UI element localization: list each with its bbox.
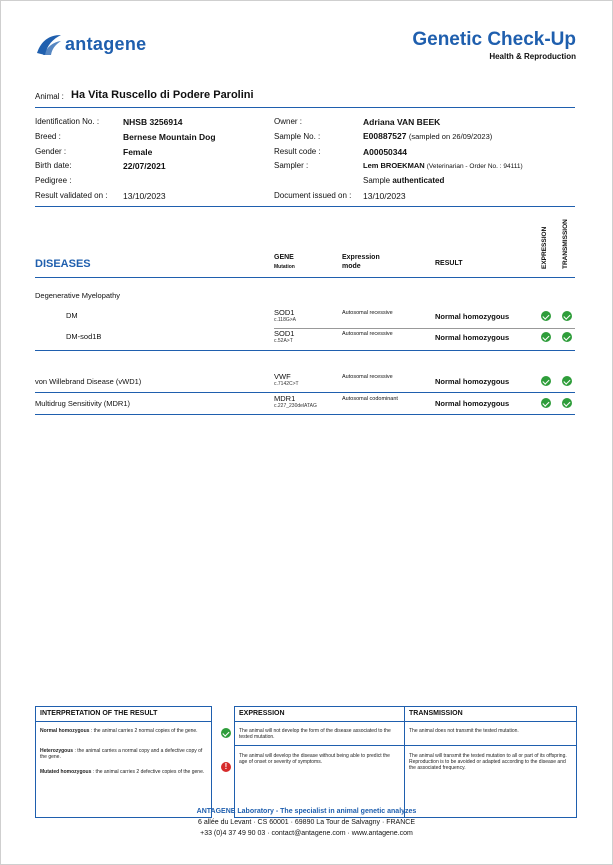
document-title: Genetic Check-Up	[412, 29, 576, 50]
sampler-note: (Veterinarian - Order No. : 94111)	[426, 163, 523, 170]
check-icon	[221, 728, 231, 738]
expression-mode: Autosomal recessive	[342, 331, 393, 337]
footer-address: 6 allée du Levant · CS 60001 · 69890 La Tour de Salvagny · FRANCE	[198, 819, 415, 826]
gene-name: SOD1	[274, 308, 295, 317]
transmission-bad-text: The animal will transmit the tested mutation to all or part of its offspring. Reproduction is to be avoided or adapted according to the disease and the associated frequency.	[409, 753, 567, 771]
col-expression-vertical: EXPRESSION	[541, 226, 548, 269]
alert-icon: !	[221, 762, 231, 772]
expression-title: EXPRESSION	[239, 710, 285, 717]
interpretation-divider	[36, 721, 211, 722]
text-normal: : the animal carries 2 normal copies of the gene.	[89, 728, 198, 734]
expression-mode: Autosomal recessive	[342, 374, 393, 380]
animal-name: Ha Vita Ruscello di Podere Parolini	[71, 89, 254, 101]
expression-transmission-box	[234, 706, 577, 818]
check-icon	[541, 332, 551, 342]
col-transmission-vertical: TRANSMISSION	[562, 219, 569, 269]
owner-label: Owner :	[274, 117, 303, 126]
validated-value: 13/10/2023	[123, 191, 166, 201]
divider	[35, 277, 575, 278]
table-row	[1, 328, 612, 348]
check-icon	[541, 311, 551, 321]
gender-value: Female	[123, 147, 153, 157]
term-heterozygous: Heterozygous	[40, 748, 74, 754]
term-normal: Normal homozygous	[40, 728, 90, 734]
mutation: c.7142C>T	[274, 381, 299, 387]
check-icon	[562, 332, 572, 342]
check-icon	[562, 398, 572, 408]
table-row	[1, 393, 612, 413]
gene-name: MDR1	[274, 394, 296, 403]
animal-label: Animal :	[35, 92, 64, 101]
breed-value: Bernese Mountain Dog	[123, 132, 216, 142]
logo-text: antagene	[65, 34, 147, 54]
id-value: NHSB 3256914	[123, 117, 183, 127]
footer-lab-name: ANTAGENE Laboratory - The specialist in animal genetic analyzes	[196, 808, 417, 815]
pedigree-label: Pedigree :	[35, 176, 72, 185]
sampler-value: Lem BROEKMAN	[363, 161, 425, 170]
sample-value: E00887527	[363, 131, 407, 141]
group-label: Degenerative Myelopathy	[35, 291, 121, 300]
id-label: Identification No. :	[35, 117, 100, 126]
result-value: Normal homozygous	[435, 312, 510, 321]
sample-info	[363, 131, 492, 141]
footer-contact: +33 (0)4 37 49 90 03 · contact@antagene.com · www.antagene.com	[200, 830, 413, 837]
divider	[35, 350, 575, 351]
sampler-label: Sampler :	[274, 161, 309, 170]
divider	[35, 414, 575, 415]
text-mutated: : the animal carries 2 defective copies of the gene.	[91, 769, 205, 775]
col-gene: GENE	[274, 254, 294, 261]
check-icon	[541, 376, 551, 386]
table-row	[1, 307, 612, 327]
issued-value: 13/10/2023	[363, 191, 406, 201]
divider	[35, 107, 575, 108]
column-divider	[404, 707, 405, 817]
col-gene-sub: Mutation	[274, 264, 295, 270]
breed-label: Breed :	[35, 132, 61, 141]
expression-ok-text: The animal will not develop the form of the disease associated to the tested mutation.	[239, 728, 391, 740]
expression-mode: Autosomal codominant	[342, 396, 398, 402]
check-icon	[541, 398, 551, 408]
gene-name: VWF	[274, 372, 291, 381]
table-row	[1, 371, 612, 391]
mid-divider	[235, 745, 576, 746]
transmission-title: TRANSMISSION	[409, 710, 463, 717]
sample-status	[363, 176, 444, 185]
result-value: Normal homozygous	[435, 377, 510, 386]
sample-label: Sample No. :	[274, 132, 321, 141]
mutation: c.227_230delATAG	[274, 403, 317, 409]
header-divider	[235, 721, 576, 722]
interpretation-heterozygous	[40, 748, 205, 760]
term-mutated: Mutated homozygous	[40, 769, 92, 775]
mutation: c.52A>T	[274, 338, 293, 344]
result-code-value: A00050344	[363, 147, 407, 157]
gender-label: Gender :	[35, 147, 67, 156]
result-value: Normal homozygous	[435, 333, 510, 342]
interpretation-mutated	[40, 769, 205, 775]
result-code-label: Result code :	[274, 147, 321, 156]
sample-status-value: authenticated	[392, 176, 445, 185]
expression-mode: Autosomal recessive	[342, 310, 393, 316]
mutation: c.118G>A	[274, 317, 297, 323]
disease-name: DM-sod1B	[66, 332, 102, 341]
sample-note: (sampled on 26/09/2023)	[408, 132, 493, 141]
antagene-logo-icon	[35, 33, 63, 57]
birthdate-value: 22/07/2021	[123, 161, 166, 171]
interpretation-title: INTERPRETATION OF THE RESULT	[40, 710, 158, 717]
check-icon	[562, 376, 572, 386]
text-heterozygous: : the animal carries a normal copy and a defective copy of the gene.	[40, 748, 203, 760]
birthdate-label: Birth date:	[35, 161, 72, 170]
transmission-ok-text: The animal does not transmit the tested mutation.	[409, 728, 519, 734]
expression-bad-text: The animal will develop the disease without being able to predict the age of onset or severity of symptoms.	[239, 753, 390, 765]
interpretation-box	[35, 706, 212, 818]
result-value: Normal homozygous	[435, 399, 510, 408]
sampler-info	[363, 161, 523, 170]
disease-name: Multidrug Sensitivity (MDR1)	[35, 399, 131, 408]
gene-name: SOD1	[274, 329, 295, 338]
check-icon	[562, 311, 572, 321]
col-expression-mode: Expression mode	[342, 254, 380, 270]
sample-status-prefix: Sample	[363, 176, 391, 185]
owner-value: Adriana VAN BEEK	[363, 117, 441, 127]
disease-name: DM	[66, 311, 78, 320]
col-result: RESULT	[435, 260, 463, 267]
section-title-diseases: DISEASES	[35, 258, 91, 270]
validated-label: Result validated on :	[35, 191, 108, 200]
interpretation-normal	[40, 728, 205, 734]
document-subtitle: Health & Reproduction	[489, 52, 576, 61]
disease-name: von Willebrand Disease (vWD1)	[35, 377, 142, 386]
divider	[35, 206, 575, 207]
issued-label: Document issued on :	[274, 191, 352, 200]
logo	[35, 31, 175, 61]
